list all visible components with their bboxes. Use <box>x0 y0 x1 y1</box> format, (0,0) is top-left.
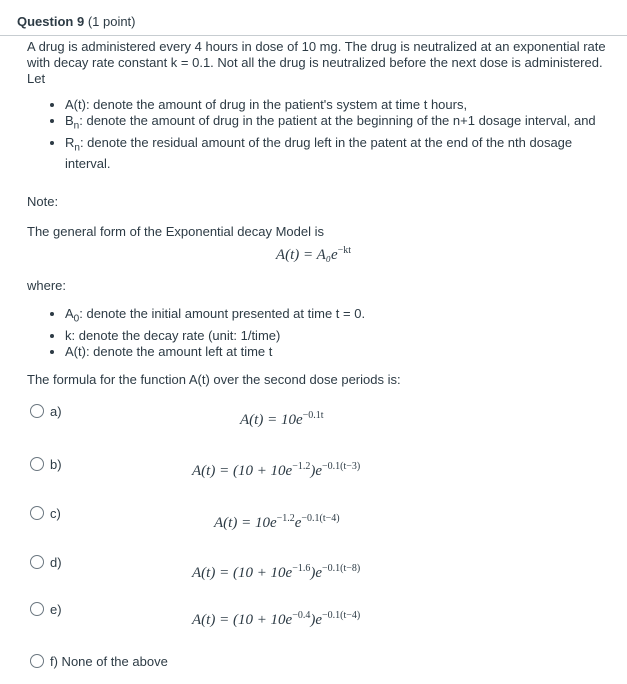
general-formula: $A(t) = A_0e^{-kt}$ <box>275 245 352 263</box>
radio-b[interactable] <box>30 457 44 471</box>
answer-e-label: e) <box>50 602 62 617</box>
question-title <box>17 14 136 29</box>
answer-e[interactable] <box>30 602 590 632</box>
where-section <box>27 278 617 388</box>
question-body <box>27 39 617 240</box>
answer-d-label: d) <box>50 555 62 570</box>
answer-b-formula: $A(t) = (10 + 10e^{-1.2})e^{-0.1(t-3)}$ <box>192 461 361 479</box>
prompt-text: The formula for the function A(t) over the second dose periods is: <box>27 371 401 387</box>
radio-c[interactable] <box>30 506 44 520</box>
answer-a-formula: $A(t) = 10e^{-0.1t}$ <box>240 410 324 428</box>
answer-e-formula: $A(t) = (10 + 10e^{-0.4})e^{-0.1(t-4)}$ <box>192 610 361 628</box>
answer-a-label: a) <box>50 404 62 419</box>
question-points: (1 point) <box>87 14 136 29</box>
question-intro: A drug is administered every 4 hours in dose of 10 mg. The drug is neutralized at an exponential rate with decay rate constant k = 0.1. Not all the drug is neutralized before the next dose is administered. Let <box>27 39 606 86</box>
radio-e[interactable] <box>30 602 44 616</box>
definition-a: • A(t): denote the amount of drug in the patient's system at time t hours, <box>65 97 617 113</box>
definitions-list <box>27 97 617 172</box>
where-at: • A(t): denote the amount left at time t <box>65 344 617 360</box>
question-number: Question 9 <box>17 14 85 29</box>
question-header <box>0 0 627 36</box>
where-k: • k: denote the decay rate (unit: 1/time) <box>65 328 617 344</box>
answer-c[interactable] <box>30 506 590 536</box>
definition-b: • $B_n$: denote the amount of drug in the patient at the beginning of the n+1 dosage interval, and <box>65 113 617 135</box>
answer-b[interactable] <box>30 457 590 487</box>
answer-d-formula: $A(t) = (10 + 10e^{-1.6})e^{-0.1(t-8)}$ <box>192 563 361 581</box>
where-list <box>27 306 617 360</box>
radio-f[interactable] <box>30 654 44 668</box>
radio-d[interactable] <box>30 555 44 569</box>
answer-c-label: c) <box>50 506 61 521</box>
answer-d[interactable] <box>30 555 590 585</box>
answer-f-label: f) None of the above <box>50 654 168 669</box>
note-label: Note: <box>27 194 59 210</box>
where-a0: • $A_0$: denote the initial amount presented at time t = 0. <box>65 306 617 328</box>
answer-a[interactable] <box>30 404 590 434</box>
answer-f[interactable] <box>30 654 590 684</box>
answer-b-label: b) <box>50 457 62 472</box>
definition-r: • $R_n$: denote the residual amount of the drug left in the patent at the end of the nth dosage interval. <box>65 135 617 173</box>
radio-a[interactable] <box>30 404 44 418</box>
general-form-text: The general form of the Exponential decay Model is <box>27 224 325 240</box>
where-label: where: <box>27 278 67 293</box>
answer-c-formula: $A(t) = 10e^{-1.2}e^{-0.1(t-4)}$ <box>214 513 340 531</box>
